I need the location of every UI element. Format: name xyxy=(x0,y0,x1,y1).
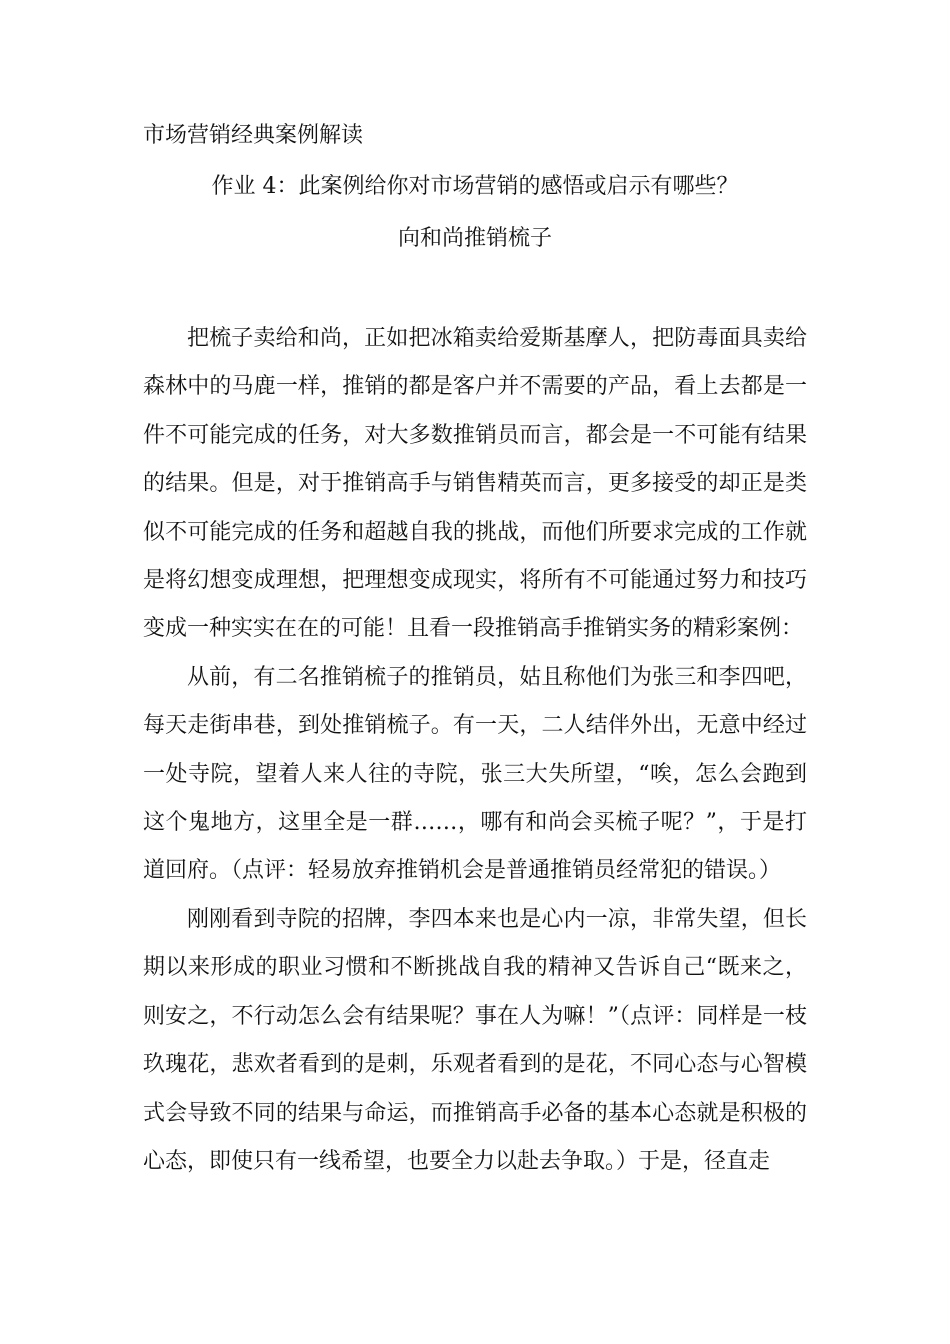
assignment-question: 作业 4：此案例给你对市场营销的感悟或启示有哪些？ xyxy=(211,174,739,199)
article-body xyxy=(143,315,807,1186)
paragraph-lisi: 刚刚看到寺院的招牌，李四本来也是心内一凉，非常失望，但长期以来形成的职业习惯和不断挑战自我的精神又告诉自己“既来之，则安之，不行动怎么会有结果呢？事在人为嘛！”（点评：同样是一枝玖瑰花，悲欢者看到的是刺，乐观者看到的是花，不同心态与心智模式会导致不同的结果与命运，而推销高手必备的基本心态就是积极的心态，即使只有一线希望，也要全力以赴去争取。）于是，径直走 xyxy=(143,906,807,1174)
document-label: 市场营销经典案例解读 xyxy=(143,123,364,148)
paragraph-intro: 把梳子卖给和尚，正如把冰箱卖给爱斯基摩人，把防毒面具卖给森林中的马鹿一样，推销的都是客户并不需要的产品，看上去都是一件不可能完成的任务，对大多数推销员而言，都会是一不可能有结果的结果。但是，对于推销高手与销售精英而言，更多接受的却正是类似不可能完成的任务和超越自我的挑战，而他们所要求完成的工作就是将幻想变成理想，把理想变成现实，将所有不可能通过努力和技巧变成一种实实在在的可能！且看一段推销高手推销实务的精彩案例： xyxy=(143,326,807,642)
paragraph-zhangsan: 从前，有二名推销梳子的推销员，姑且称他们为张三和李四吧，每天走街串巷，到处推销梳子。有一天，二人结伴外出，无意中经过一处寺院，望着人来人往的寺院，张三大失所望，“唉，怎么会跑到这个鬼地方，这里全是一群……，哪有和尚会买梳子呢？”，于是打道回府。（点评：轻易放弃推销机会是普通推销员经常犯的错误。） xyxy=(143,664,807,884)
article-title: 向和尚推销梳子 xyxy=(397,226,552,251)
